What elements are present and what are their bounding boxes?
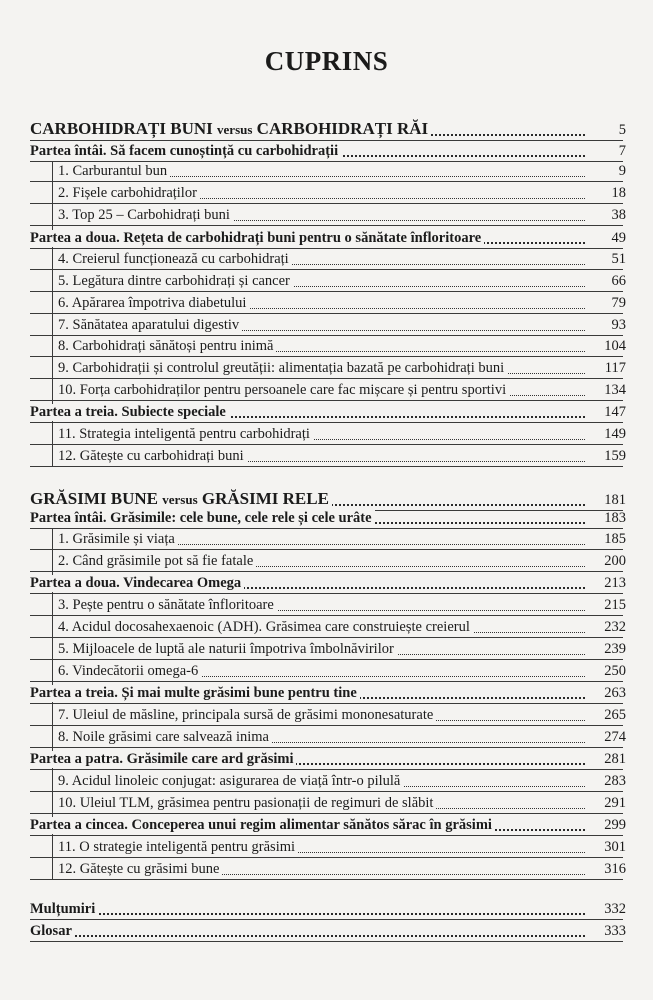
toc-page-number: 18 <box>611 185 626 201</box>
section-versus: versus <box>162 492 198 507</box>
chapter-title: Legătura dintre carbohidrați și cancer <box>72 273 290 289</box>
chapter-title: Gătește cu grăsimi bune <box>79 861 220 877</box>
toc-page-number: 159 <box>604 448 626 464</box>
row-divider <box>30 941 623 942</box>
section-title-part: CARBOHIDRAȚI BUNI <box>30 119 213 138</box>
chapter-title: Pește pentru o sănătate înfloritoare <box>72 597 274 613</box>
toc-entry-title <box>58 729 272 746</box>
toc-page-number: 79 <box>611 295 626 311</box>
chapter-title: Uleiul de măsline, principala sursă de grăsimi mononesaturate <box>72 707 434 723</box>
toc-entry-title: Partea întâi. Grăsimile: cele bune, cele rele și cele urâte <box>30 510 375 527</box>
toc-chapter-row <box>0 596 653 616</box>
toc-page-number: 51 <box>611 251 626 267</box>
chapter-number: 9. <box>58 360 69 376</box>
chapter-title: Gătește cu carbohidrați buni <box>79 448 244 464</box>
toc-page-number: 9 <box>618 163 626 179</box>
chapter-number: 2. <box>58 553 69 569</box>
toc-chapter-row <box>0 447 653 467</box>
chapter-group-line <box>52 162 53 467</box>
row-divider <box>30 879 623 880</box>
toc-chapter-row <box>0 640 653 660</box>
row-divider <box>30 637 623 638</box>
toc-page-number: 213 <box>604 575 626 591</box>
row-divider <box>30 422 623 423</box>
chapter-title: Vindecătorii omega-6 <box>72 663 199 679</box>
toc-page-number: 147 <box>604 404 626 420</box>
toc-entry-title: Partea a doua. Vindecarea Omega <box>30 575 244 592</box>
toc-page-number: 265 <box>604 707 626 723</box>
chapter-title: Carburantul bun <box>72 163 168 179</box>
toc-entry-title <box>58 448 247 465</box>
row-divider <box>30 335 623 336</box>
row-divider <box>30 378 623 379</box>
toc-part-row <box>0 816 653 836</box>
toc-entry-title <box>58 426 313 443</box>
toc-page-number: 66 <box>611 273 626 289</box>
toc-part-row <box>0 229 653 249</box>
row-divider <box>30 919 623 920</box>
row-divider <box>30 140 623 141</box>
chapter-number: 1. <box>58 531 69 547</box>
row-divider <box>30 400 623 401</box>
row-divider <box>30 703 623 704</box>
toc-page-number: 185 <box>604 531 626 547</box>
toc-part-row <box>0 574 653 594</box>
toc-page-number: 181 <box>604 492 626 508</box>
toc-entry-title <box>58 663 201 680</box>
chapter-number: 6. <box>58 663 69 679</box>
toc-entry-title: Partea a treia. Și mai multe grăsimi bune pentru tine <box>30 685 360 702</box>
chapter-number: 12. <box>58 448 77 464</box>
toc-entry-title <box>58 773 403 790</box>
toc-page-number: 299 <box>604 817 626 833</box>
chapter-title: O strategie inteligentă pentru grăsimi <box>79 839 296 855</box>
section-title-part: CARBOHIDRAȚI RĂI <box>256 119 429 138</box>
row-divider <box>30 835 623 836</box>
toc-page-number: 134 <box>604 382 626 398</box>
toc-chapter-row <box>0 316 653 336</box>
chapter-number: 7. <box>58 317 69 333</box>
chapter-title: Top 25 – Carbohidrați buni <box>72 207 230 223</box>
toc-page-number: 332 <box>604 901 626 917</box>
toc-entry-title <box>58 619 473 636</box>
chapter-number: 5. <box>58 641 69 657</box>
row-divider <box>30 747 623 748</box>
chapter-title: Sănătatea aparatului digestiv <box>72 317 240 333</box>
toc-part-row <box>0 750 653 770</box>
chapter-number: 4. <box>58 619 69 635</box>
toc-entry-title <box>58 251 292 268</box>
chapter-title: Mijloacele de luptă ale naturii împotriva îmbolnăvirilor <box>72 641 394 657</box>
toc-part-row <box>0 900 653 920</box>
toc-part-row <box>0 684 653 704</box>
toc-chapter-row <box>0 250 653 270</box>
toc-page-number: 200 <box>604 553 626 569</box>
row-divider <box>30 181 623 182</box>
row-divider <box>30 549 623 550</box>
toc-entry-title <box>58 317 242 334</box>
toc-part-row <box>0 142 653 162</box>
toc-page-number: 183 <box>604 510 626 526</box>
toc-part-row <box>0 403 653 423</box>
toc-page-number: 149 <box>604 426 626 442</box>
row-divider <box>30 313 623 314</box>
chapter-title: Apărarea împotriva diabetului <box>71 295 247 311</box>
toc-entry-title <box>58 839 298 856</box>
toc-entry-title <box>58 382 509 399</box>
toc-section-row <box>0 487 653 511</box>
toc-page-number: 5 <box>618 122 626 138</box>
chapter-title: Când grăsimile pot să fie fatale <box>72 553 254 569</box>
toc-entry-title <box>58 207 233 224</box>
toc-page-number: 49 <box>611 230 626 246</box>
row-divider <box>30 291 623 292</box>
row-divider <box>30 528 623 529</box>
chapter-number: 1. <box>58 163 69 179</box>
chapter-title: Forța carbohidraților pentru persoanele care fac mișcare și pentru sportivi <box>79 382 507 398</box>
toc-chapter-row <box>0 425 653 445</box>
toc-chapter-row <box>0 662 653 682</box>
row-divider <box>30 248 623 249</box>
toc-part-row <box>0 509 653 529</box>
chapter-title: Carbohidrați sănătoși pentru inimă <box>72 338 274 354</box>
toc-chapter-row <box>0 706 653 726</box>
chapter-number: 8. <box>58 338 69 354</box>
toc-page-number: 117 <box>604 360 626 376</box>
toc-chapter-row <box>0 162 653 182</box>
toc-chapter-row <box>0 838 653 858</box>
dot-leader <box>30 935 585 937</box>
toc-page-number: 291 <box>604 795 626 811</box>
chapter-number: 11. <box>58 426 76 442</box>
toc-entry-title <box>30 489 332 509</box>
toc-page-number: 104 <box>604 338 626 354</box>
page-title: CUPRINS <box>264 46 389 76</box>
row-divider <box>30 203 623 204</box>
row-divider <box>30 466 623 467</box>
chapter-number: 7. <box>58 707 69 723</box>
dot-leader <box>30 913 585 915</box>
chapter-number: 6. <box>58 295 69 311</box>
toc-entry-title <box>30 119 431 139</box>
row-divider <box>30 791 623 792</box>
row-divider <box>30 615 623 616</box>
row-divider <box>30 857 623 858</box>
chapter-number: 10. <box>58 795 77 811</box>
section-title-part: GRĂSIMI BUNE <box>30 489 158 508</box>
row-divider <box>30 225 623 226</box>
toc-entry-title: Mulțumiri <box>30 901 98 918</box>
row-divider <box>30 444 623 445</box>
toc-page-number: 7 <box>618 143 626 159</box>
toc-chapter-row <box>0 381 653 401</box>
toc-page-number: 301 <box>604 839 626 855</box>
toc-entry-title: Partea a treia. Subiecte speciale <box>30 404 229 421</box>
row-divider <box>30 571 623 572</box>
toc-entry-title <box>58 795 436 812</box>
chapter-title: Noile grăsimi care salvează inima <box>72 729 269 745</box>
toc-page-number: 38 <box>611 207 626 223</box>
toc-entry-title: Partea a doua. Rețeta de carbohidrați buni pentru o sănătate înfloritoare <box>30 230 484 247</box>
row-divider <box>30 725 623 726</box>
toc-entry-title <box>58 360 507 377</box>
toc-page-number: 93 <box>611 317 626 333</box>
toc-entry-title <box>58 707 436 724</box>
toc-page-number: 215 <box>604 597 626 613</box>
toc-entry-title <box>58 861 222 878</box>
toc-page-number: 333 <box>604 923 626 939</box>
chapter-number: 4. <box>58 251 69 267</box>
toc-chapter-row <box>0 337 653 357</box>
toc-page-number: 250 <box>604 663 626 679</box>
toc-entry-title <box>58 553 256 570</box>
chapter-title: Grăsimile și viața <box>72 531 175 547</box>
toc-chapter-row <box>0 772 653 792</box>
row-divider <box>30 813 623 814</box>
toc-entry-title <box>58 531 178 548</box>
row-divider <box>30 269 623 270</box>
toc-page-number: 232 <box>604 619 626 635</box>
toc-entry-title <box>58 163 170 180</box>
chapter-number: 12. <box>58 861 77 877</box>
section-versus: versus <box>217 122 253 137</box>
toc-part-row <box>0 922 653 942</box>
toc-chapter-row <box>0 794 653 814</box>
toc-entry-title <box>58 295 249 312</box>
chapter-title: Fișele carbohidraților <box>72 185 197 201</box>
toc-entry-title: Partea întâi. Să facem cunoștință cu carbohidrații <box>30 143 341 160</box>
toc-chapter-row <box>0 184 653 204</box>
row-divider <box>30 659 623 660</box>
row-divider <box>30 681 623 682</box>
chapter-number: 9. <box>58 773 69 789</box>
toc-chapter-row <box>0 272 653 292</box>
chapter-title: Acidul linoleic conjugat: asigurarea de viață într-o pilulă <box>71 773 401 789</box>
toc-page-number: 263 <box>604 685 626 701</box>
toc-chapter-row <box>0 530 653 550</box>
toc-entry-title: Partea a patra. Grăsimile care ard grăsimi <box>30 751 296 768</box>
row-divider <box>30 769 623 770</box>
toc-chapter-row <box>0 728 653 748</box>
chapter-number: 3. <box>58 207 69 223</box>
row-divider <box>30 593 623 594</box>
toc-chapter-row <box>0 359 653 379</box>
chapter-number: 10. <box>58 382 77 398</box>
toc-entry-title: Glosar <box>30 923 75 940</box>
toc-chapter-row <box>0 294 653 314</box>
toc-chapter-row <box>0 618 653 638</box>
toc-chapter-row <box>0 206 653 226</box>
toc-entry-title <box>58 641 397 658</box>
toc-chapter-row <box>0 552 653 572</box>
chapter-number: 8. <box>58 729 69 745</box>
chapter-title: Uleiul TLM, grăsimea pentru pasionații de regimuri de slăbit <box>79 795 434 811</box>
chapter-number: 11. <box>58 839 76 855</box>
chapter-number: 2. <box>58 185 69 201</box>
chapter-number: 3. <box>58 597 69 613</box>
toc-entry-title <box>58 273 293 290</box>
toc-page-number: 283 <box>604 773 626 789</box>
chapter-title: Creierul funcționează cu carbohidrați <box>72 251 289 267</box>
toc-page-number: 239 <box>604 641 626 657</box>
section-title-part: GRĂSIMI RELE <box>201 489 329 508</box>
toc-page-number: 274 <box>604 729 626 745</box>
chapter-title: Strategia inteligentă pentru carbohidrați <box>79 426 310 442</box>
chapter-title: Acidul docosahexaenoic (ADH). Grăsimea care construiește creierul <box>71 619 470 635</box>
toc-section-row <box>0 117 653 141</box>
toc-chapter-row <box>0 860 653 880</box>
toc-entry-title <box>58 185 200 202</box>
toc-page-number: 281 <box>604 751 626 767</box>
toc-page-number: 316 <box>604 861 626 877</box>
toc-entry-title <box>58 338 276 355</box>
toc-entry-title: Partea a cincea. Conceperea unui regim alimentar sănătos sărac în grăsimi <box>30 817 495 834</box>
row-divider <box>30 356 623 357</box>
toc-entry-title <box>58 597 277 614</box>
chapter-title: Carbohidrații și controlul greutății: alimentația bazată pe carbohidrați buni <box>72 360 505 376</box>
chapter-number: 5. <box>58 273 69 289</box>
